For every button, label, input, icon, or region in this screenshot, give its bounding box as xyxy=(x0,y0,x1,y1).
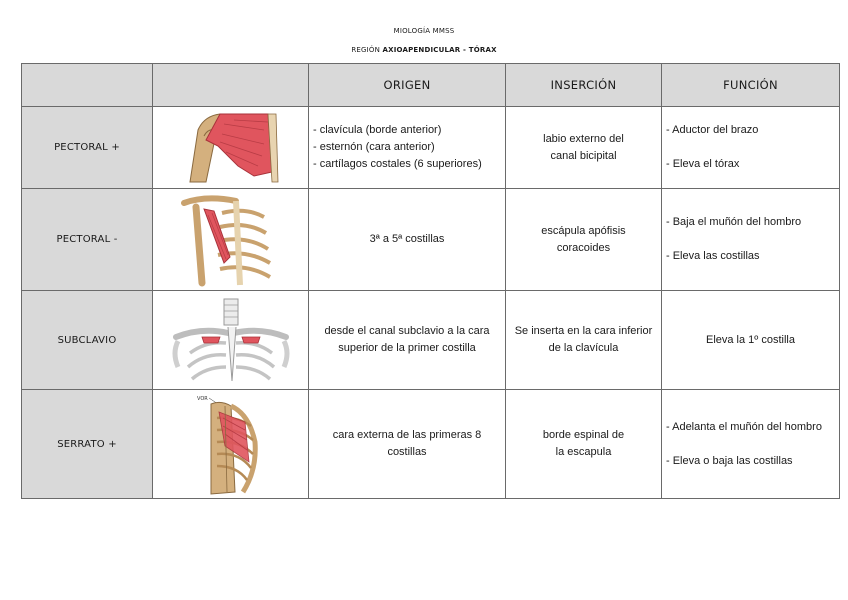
document-title: MIOLOGÍA MMSS xyxy=(393,27,455,35)
header-cell-funcion: FUNCIÓN xyxy=(662,64,840,107)
header-cell-origen: ORIGEN xyxy=(309,64,506,107)
table-row xyxy=(22,390,840,499)
table-row xyxy=(22,291,840,390)
table-row xyxy=(22,107,840,189)
serrato-anterior-illustration-icon xyxy=(181,392,281,496)
funcion-cell: - Aductor del brazo - Eleva el tórax xyxy=(662,107,840,189)
insercion-cell: labio externo del canal bicipital xyxy=(506,107,662,189)
origen-cell: cara externa de las primeras 8 costillas xyxy=(309,390,506,499)
funcion-cell: Eleva la 1º costilla xyxy=(662,291,840,390)
pectoral-menor-illustration-icon xyxy=(176,193,286,287)
insercion-cell: borde espinal de la escapula xyxy=(506,390,662,499)
muscle-name: PECTORAL + xyxy=(22,107,153,189)
muscle-name: SUBCLAVIO xyxy=(22,291,153,390)
illustration-label: VOR xyxy=(196,396,208,402)
funcion-cell: - Baja el muñón del hombro - Eleva las costillas xyxy=(662,189,840,291)
table-row xyxy=(22,189,840,291)
origen-cell: - clavícula (borde anterior) - esternón (cara anterior) - cartílagos costales (6 superiores) xyxy=(309,107,506,189)
document-subtitle: REGIÓN AXIOAPENDICULAR - TÓRAX xyxy=(351,46,497,54)
header-cell-insercion: INSERCIÓN xyxy=(506,64,662,107)
origen-cell: 3ª a 5ª costillas xyxy=(309,189,506,291)
muscle-table xyxy=(21,63,840,499)
subclavio-illustration-icon xyxy=(166,297,296,383)
origen-cell: desde el canal subclavio a la cara superior de la primer costilla xyxy=(309,291,506,390)
header-cell-image xyxy=(153,64,309,107)
pectoral-mayor-illustration-icon xyxy=(176,110,286,186)
muscle-name: PECTORAL - xyxy=(22,189,153,291)
header-cell-name xyxy=(22,64,153,107)
table-header-row xyxy=(22,64,840,107)
insercion-cell: escápula apófisis coracoides xyxy=(506,189,662,291)
muscle-name: SERRATO + xyxy=(22,390,153,499)
insercion-cell: Se inserta en la cara inferior de la clavícula xyxy=(506,291,662,390)
funcion-cell: - Adelanta el muñón del hombro - Eleva o baja las costillas xyxy=(662,390,840,499)
